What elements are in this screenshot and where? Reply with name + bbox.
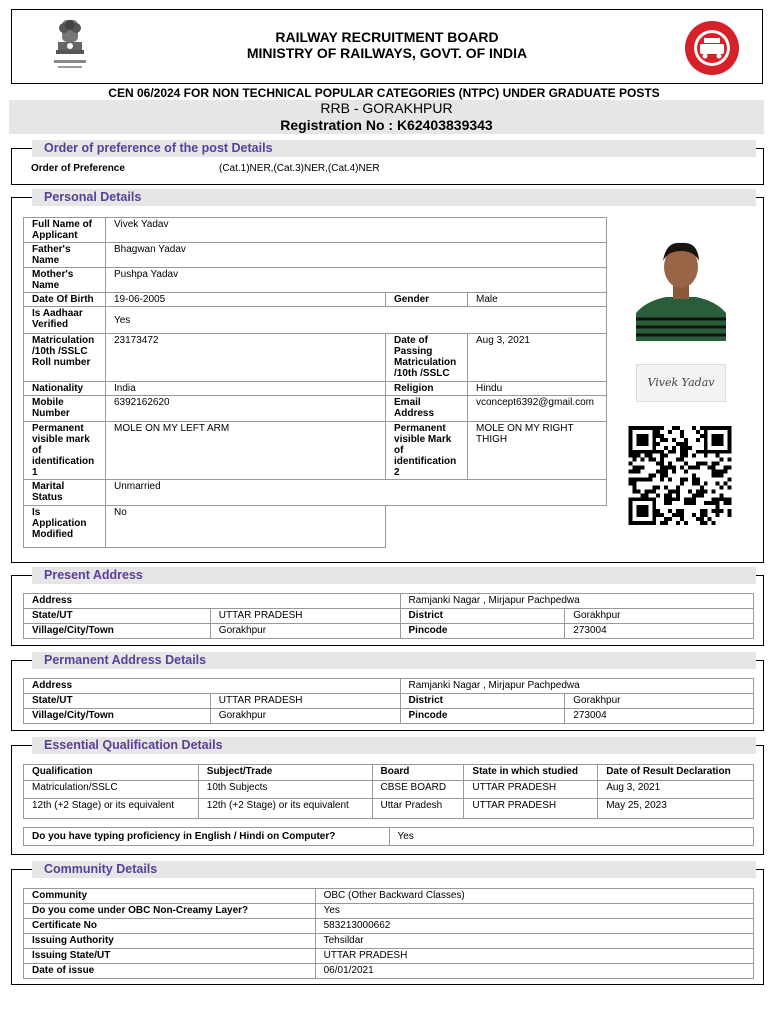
field-label: Nationality bbox=[24, 382, 106, 396]
column-header: Board bbox=[372, 765, 464, 781]
table-row bbox=[24, 781, 754, 799]
field-label: Matriculation /10th /SSLC Roll number bbox=[24, 334, 106, 382]
table-row bbox=[24, 709, 754, 724]
field-label: State/UT bbox=[24, 694, 211, 709]
section-heading: Permanent Address Details bbox=[32, 652, 756, 669]
community-section bbox=[11, 862, 764, 985]
table-cell: Uttar Pradesh bbox=[372, 799, 464, 819]
field-value: 6392162620 bbox=[105, 396, 385, 422]
permanent-address-table bbox=[23, 678, 754, 724]
field-label: Certificate No bbox=[24, 919, 316, 934]
table-row bbox=[24, 422, 607, 480]
table-cell: UTTAR PRADESH bbox=[464, 781, 598, 799]
field-value: 06/01/2021 bbox=[315, 964, 753, 979]
table-cell: 12th (+2 Stage) or its equivalent bbox=[24, 799, 199, 819]
field-value: Gorakhpur bbox=[210, 624, 400, 639]
table-row bbox=[24, 243, 607, 268]
field-value: Aug 3, 2021 bbox=[468, 334, 607, 382]
field-value: Male bbox=[468, 293, 607, 307]
table-row bbox=[24, 679, 754, 694]
field-value: No bbox=[105, 506, 385, 548]
field-value: MOLE ON MY LEFT ARM bbox=[105, 422, 385, 480]
column-header: State in which studied bbox=[464, 765, 598, 781]
field-label: Mobile Number bbox=[24, 396, 106, 422]
table-cell: UTTAR PRADESH bbox=[464, 799, 598, 819]
field-label: Full Name of Applicant bbox=[24, 218, 106, 243]
column-header: Qualification bbox=[24, 765, 199, 781]
table-row bbox=[24, 828, 754, 846]
field-value: Bhagwan Yadav bbox=[105, 243, 606, 268]
field-value: Vivek Yadav bbox=[105, 218, 606, 243]
page-header bbox=[11, 9, 763, 84]
table-cell: CBSE BOARD bbox=[372, 781, 464, 799]
qr-code bbox=[628, 426, 732, 525]
field-value: Unmarried bbox=[105, 480, 606, 506]
applicant-signature bbox=[636, 364, 726, 402]
field-value: Hindu bbox=[468, 382, 607, 396]
field-label: Do you come under OBC Non-Creamy Layer? bbox=[24, 904, 316, 919]
table-row bbox=[24, 506, 607, 548]
field-label: Do you have typing proficiency in English / Hindi on Computer? bbox=[24, 828, 390, 846]
table-row bbox=[24, 396, 607, 422]
field-label: Address bbox=[24, 679, 401, 694]
field-label: State/UT bbox=[24, 609, 211, 624]
table-row bbox=[24, 268, 607, 293]
table-row bbox=[24, 964, 754, 979]
field-label: Mother's Name bbox=[24, 268, 106, 293]
section-heading: Community Details bbox=[32, 861, 756, 878]
field-value: UTTAR PRADESH bbox=[210, 609, 400, 624]
field-value: 273004 bbox=[565, 709, 754, 724]
field-value: Pushpa Yadav bbox=[105, 268, 606, 293]
field-label: Is Application Modified bbox=[24, 506, 106, 548]
field-value: Gorakhpur bbox=[210, 709, 400, 724]
registration-band bbox=[9, 100, 764, 134]
field-value: 273004 bbox=[565, 624, 754, 639]
preference-label: Order of Preference bbox=[31, 163, 125, 174]
field-value: UTTAR PRADESH bbox=[210, 694, 400, 709]
field-value: 19-06-2005 bbox=[105, 293, 385, 307]
field-value: Ramjanki Nagar , Mirjapur Pachpedwa bbox=[400, 594, 753, 609]
section-heading: Order of preference of the post Details bbox=[32, 140, 756, 157]
field-value: vconcept6392@gmail.com bbox=[468, 396, 607, 422]
field-value: MOLE ON MY RIGHT THIGH bbox=[468, 422, 607, 480]
table-row bbox=[24, 218, 607, 243]
field-label: Father's Name bbox=[24, 243, 106, 268]
field-label: Permanent visible mark of identification 1 bbox=[24, 422, 106, 480]
present-address-section bbox=[11, 568, 764, 646]
notice-title: CEN 06/2024 FOR NON TECHNICAL POPULAR CATEGORIES (NTPC) UNDER GRADUATE POSTS bbox=[108, 86, 660, 100]
field-label: District bbox=[400, 694, 565, 709]
signature-text: Vivek Yadav bbox=[647, 376, 715, 389]
table-row bbox=[24, 480, 607, 506]
field-label: Issuing State/UT bbox=[24, 949, 316, 964]
personal-table bbox=[23, 217, 607, 548]
field-label: Community bbox=[24, 889, 316, 904]
table-row bbox=[24, 934, 754, 949]
section-heading: Personal Details bbox=[32, 189, 756, 206]
table-row bbox=[24, 609, 754, 624]
field-label: Gender bbox=[386, 293, 468, 307]
header-title-line1: RAILWAY RECRUITMENT BOARD bbox=[275, 29, 499, 45]
column-header: Subject/Trade bbox=[198, 765, 372, 781]
table-row bbox=[24, 889, 754, 904]
field-label: Date Of Birth bbox=[24, 293, 106, 307]
field-label: Village/City/Town bbox=[24, 624, 211, 639]
section-heading: Present Address bbox=[32, 567, 756, 584]
table-row bbox=[24, 799, 754, 819]
field-value: Yes bbox=[389, 828, 753, 846]
table-row bbox=[24, 949, 754, 964]
present-address-table bbox=[23, 593, 754, 639]
field-label: Village/City/Town bbox=[24, 709, 211, 724]
table-row bbox=[24, 624, 754, 639]
table-cell: May 25, 2023 bbox=[598, 799, 754, 819]
field-label: Religion bbox=[386, 382, 468, 396]
field-label: Address bbox=[24, 594, 401, 609]
field-label: Marital Status bbox=[24, 480, 106, 506]
preference-section bbox=[11, 141, 764, 185]
qualification-section bbox=[11, 738, 764, 855]
field-label: Is Aadhaar Verified bbox=[24, 307, 106, 334]
field-label: Pincode bbox=[400, 709, 565, 724]
field-value: India bbox=[105, 382, 385, 396]
table-cell: Matriculation/SSLC bbox=[24, 781, 199, 799]
registration-number: Registration No : K62403839343 bbox=[280, 117, 493, 133]
field-value: Yes bbox=[105, 307, 606, 334]
preference-value: (Cat.1)NER,(Cat.3)NER,(Cat.4)NER bbox=[219, 163, 380, 174]
field-value: Gorakhpur bbox=[565, 609, 754, 624]
table-row bbox=[24, 334, 607, 382]
table-row bbox=[24, 904, 754, 919]
field-label: Email Address bbox=[386, 396, 468, 422]
field-label: Issuing Authority bbox=[24, 934, 316, 949]
field-label: Pincode bbox=[400, 624, 565, 639]
header-title-line2: MINISTRY OF RAILWAYS, GOVT. OF INDIA bbox=[246, 45, 528, 61]
field-value: Yes bbox=[315, 904, 753, 919]
field-value: Tehsildar bbox=[315, 934, 753, 949]
table-row bbox=[24, 382, 607, 396]
community-table bbox=[23, 888, 754, 979]
applicant-photo bbox=[636, 231, 726, 341]
table-row bbox=[24, 919, 754, 934]
field-label: District bbox=[400, 609, 565, 624]
table-cell: 12th (+2 Stage) or its equivalent bbox=[198, 799, 372, 819]
field-label: Date of issue bbox=[24, 964, 316, 979]
field-value: 583213000662 bbox=[315, 919, 753, 934]
table-row bbox=[24, 293, 607, 307]
typing-table bbox=[23, 827, 754, 846]
table-cell: Aug 3, 2021 bbox=[598, 781, 754, 799]
permanent-address-section bbox=[11, 653, 764, 731]
field-value: UTTAR PRADESH bbox=[315, 949, 753, 964]
board-name: RRB - GORAKHPUR bbox=[320, 100, 453, 116]
column-header: Date of Result Declaration bbox=[598, 765, 754, 781]
field-label: Permanent visible Mark of identification 2 bbox=[386, 422, 468, 480]
indian-railways-logo-icon bbox=[684, 20, 740, 76]
field-value: Ramjanki Nagar , Mirjapur Pachpedwa bbox=[400, 679, 753, 694]
table-row bbox=[24, 594, 754, 609]
field-value: Gorakhpur bbox=[565, 694, 754, 709]
table-row bbox=[24, 694, 754, 709]
qualification-table bbox=[23, 764, 754, 819]
field-label: Date of Passing Matriculation /10th /SSLC bbox=[386, 334, 468, 382]
section-heading: Essential Qualification Details bbox=[32, 737, 756, 754]
table-header-row bbox=[24, 765, 754, 781]
table-cell: 10th Subjects bbox=[198, 781, 372, 799]
table-row bbox=[24, 307, 607, 334]
empty-cell bbox=[386, 506, 607, 548]
field-value: 23173472 bbox=[105, 334, 385, 382]
field-value: OBC (Other Backward Classes) bbox=[315, 889, 753, 904]
